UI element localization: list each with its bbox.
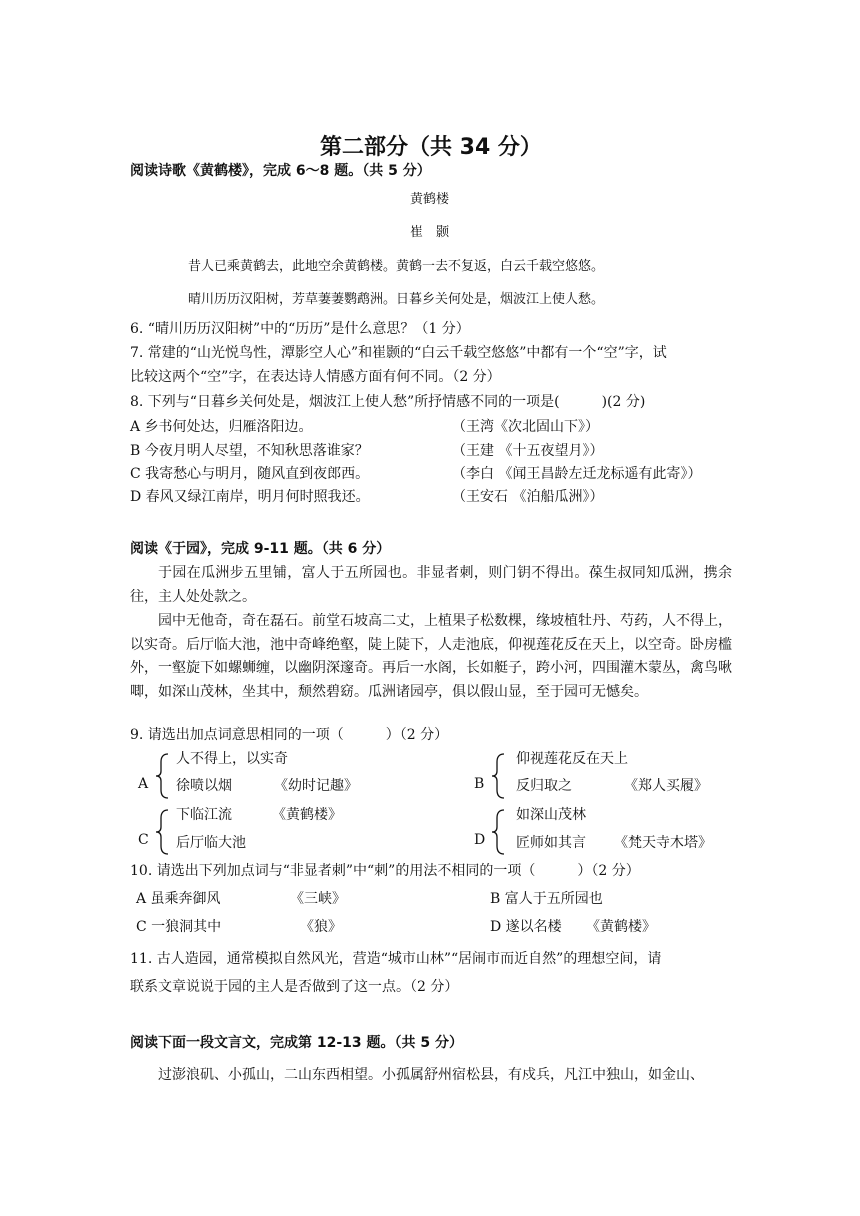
q9-option-c-letter: C [138,832,149,848]
q9-option-a-line-1: 人不得上，以实奇 [176,751,288,767]
question-11-line-1: 11. 古人造园，通常模拟自然风光，营造“城市山林”“居闹市而近自然”的理想空间，请 [130,951,662,967]
q8-option-a: A 乡书何处达，归雁洛阳边。 [130,419,313,435]
question-8: 8. 下列与“日暮乡关何处是，烟波江上使人愁”所抒情感不同的一项是( )(2 分) [130,394,646,410]
q10-option-a-source: 《三峡》 [290,891,346,907]
poem-instruction: 阅读诗歌《黄鹤楼》，完成 6～8 题。（共 5 分） [130,163,431,179]
q9-option-d-letter: D [474,832,486,848]
q9-option-c-line-2: 后厅临大池 [176,835,246,851]
q10-option-b: B 富人于五所园也 [490,891,603,907]
poem-line-2: 晴川历历汉阳树，芳草萋萋鹦鹉洲。日暮乡关何处是，烟波江上使人愁。 [188,292,605,307]
garden-paragraph-2: 园中无他奇，奇在磊石。前堂石坡高二丈，上植果子松数棵，缘坡植牡丹、芍药，人不得上，以实奇。后厅临大池，池中奇峰绝壑，陡上陡下，人走池底，仰视莲花反在天上，以空奇。卧房槛外，一壑旋下如螺蛳缠，以幽阴深邃奇。再后一水阁，长如艇子，跨小河，四围灌木蒙丛，禽鸟啾唧，如深山茂林，坐其中，颓然碧窈。瓜洲诸园亭，俱以假山显，至于园可无憾矣。 [130,613,732,700]
q9-option-a-source: 《幼时记趣》 [274,778,358,794]
q9-option-b-line-2: 反归取之 [516,778,572,794]
q9-option-c-line-1: 下临江流 [176,807,232,823]
question-9: 9. 请选出加点词意思相同的一项（ ）（2 分） [130,727,449,743]
question-6: 6. “晴川历历汉阳树”中的“历历”是什么意思？（1 分） [130,321,470,337]
q8-option-b: B 今夜月明人尽望，不知秋思落谁家？ [130,443,369,459]
question-7-line-2: 比较这两个“空”字，在表达诗人情感方面有何不同。（2 分） [130,369,501,385]
q9-option-d-brace-icon [490,808,508,856]
q10-option-d-source: 《黄鹤楼》 [586,919,656,935]
q8-option-a-source: （王湾《次北固山下》） [452,419,599,435]
question-7-line-1: 7. 常建的“山光悦鸟性，潭影空人心”和崔颢的“白云千载空悠悠”中都有一个“空”字，试 [130,345,667,361]
q8-option-c-source: （李白 《闻王昌龄左迁龙标遥有此寄》） [452,466,702,482]
section-title: 第二部分（共 34 分） [320,135,542,160]
q9-option-d-line-2: 匠师如其言 [516,835,586,851]
q10-option-d: D 遂以名楼 [490,919,562,935]
q9-option-c-brace-icon [154,808,172,856]
q8-option-c: C 我寄愁心与明月，随风直到夜郎西。 [130,466,370,482]
q9-option-b-source: 《郑人买履》 [624,778,708,794]
garden-instruction: 阅读《于园》，完成 9-11 题。（共 6 分） [130,541,391,557]
poem-line-1: 昔人已乘黄鹤去，此地空余黄鹤楼。黄鹤一去不复返，白云千载空悠悠。 [188,259,605,274]
poem-title: 黄鹤楼 [410,192,450,207]
classical-paragraph-1: 过澎浪矶、小孤山，二山东西相望。小孤属舒州宿松县，有戍兵，凡江中独山，如金山、 [158,1067,704,1083]
q9-option-a-letter: A [138,776,149,792]
q9-option-b-line-1: 仰视莲花反在天上 [516,751,628,767]
poem-author: 崔 颢 [410,225,450,240]
q10-option-c: C 一狼洞其中 [136,919,222,935]
garden-paragraph-1: 于园在瓜洲步五里铺，富人于五所园也。非显者刺，则门钥不得出。葆生叔同知瓜洲，携余往，主人处处款之。 [130,565,732,605]
q8-option-b-source: （王建 《十五夜望月》） [452,443,604,459]
q8-option-d-source: （王安石 《泊船瓜洲》） [452,489,604,505]
question-10: 10. 请选出下列加点词与“非显者刺”中“刺”的用法不相同的一项（ ）（2 分） [130,863,640,879]
q9-option-b-brace-icon [490,752,508,800]
q10-option-c-source: 《狼》 [300,919,342,935]
q9-option-a-line-2: 徐喷以烟 [176,778,232,794]
classical-instruction: 阅读下面一段文言文，完成第 12-13 题。（共 5 分） [130,1035,464,1051]
q9-option-a-brace-icon [154,752,172,800]
q9-option-c-source: 《黄鹤楼》 [272,807,342,823]
q9-option-b-letter: B [474,776,485,792]
q8-option-d: D 春风又绿江南岸，明月何时照我还。 [130,489,370,505]
q10-option-a: A 虽乘奔御风 [136,891,221,907]
question-11-line-2: 联系文章说说于园的主人是否做到了这一点。（2 分） [130,979,459,995]
q9-option-d-source: 《梵天寺木塔》 [614,835,712,851]
q9-option-d-line-1: 如深山茂林 [516,807,586,823]
